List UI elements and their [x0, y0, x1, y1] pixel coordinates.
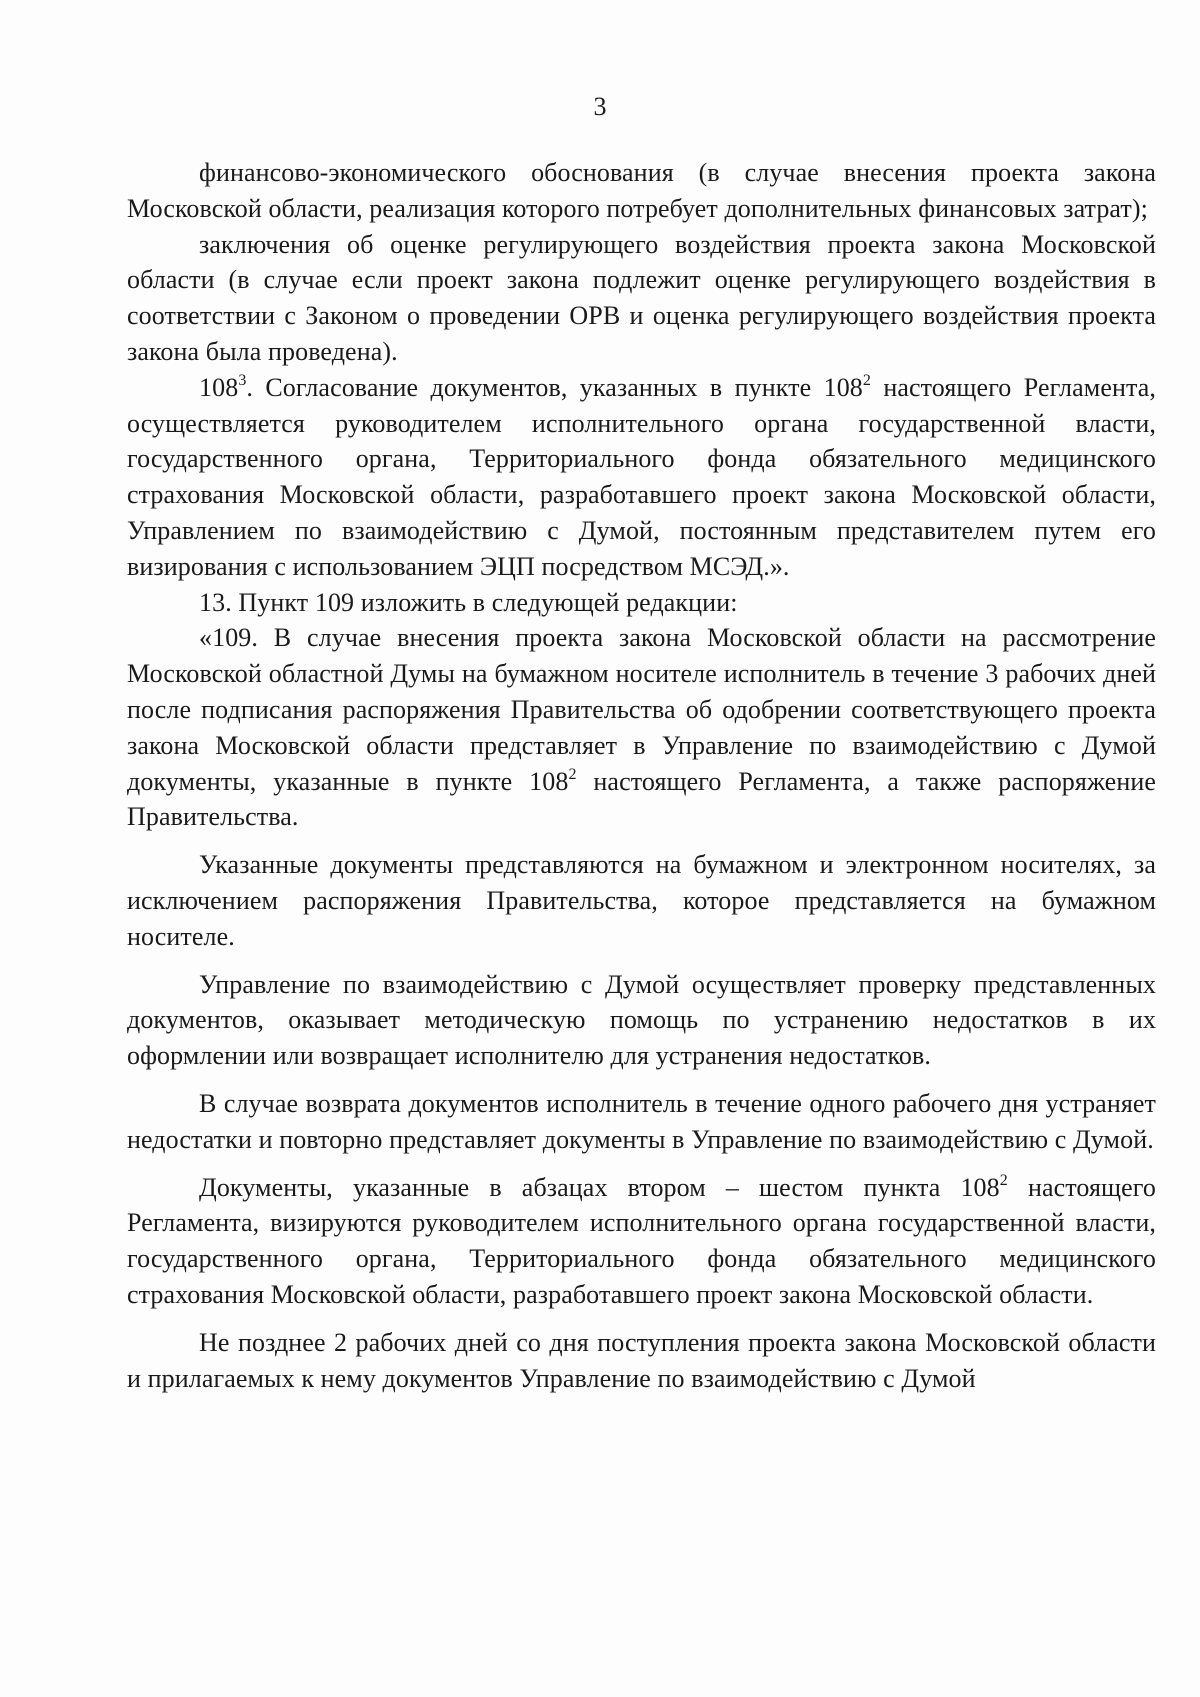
- superscript: 2: [999, 1171, 1008, 1189]
- document-body: [127, 155, 1156, 1396]
- paragraph-documents-media: Указанные документы представляются на бумажном и электронном носителях, за исключением распоряжения Правительства, которое представляется на бумажном носителе.: [127, 850, 1156, 951]
- paragraph-109: [127, 620, 1156, 835]
- superscript: 2: [862, 371, 872, 389]
- paragraph-regulatory-impact: заключения об оценке регулирующего воздействия проекта закона Московской области (в случае если проект закона подлежит оценке регулирующего воздействия в соответствии с Законом о проведении ОРВ и оценка регулирующего воздействия проекта закона была проведена).: [127, 229, 1156, 366]
- paragraph-endorsement: [127, 1170, 1156, 1313]
- page-number: 3: [593, 92, 607, 121]
- paragraph-item-13: 13. Пункт 109 изложить в следующей редакции:: [199, 587, 738, 617]
- clause-number: 108: [199, 372, 239, 402]
- paragraph-text: «109. В случае внесения проекта закона Московской области на рассмотрение Московской областной Думы на бумажном носителе исполнитель в течение 3 рабочих дней после подписания распоряжения Правительства об одобрении соответствующего проекта закона Московской области представляет в Управление по взаимодействию с Думой документы, указанные в пункте 108: [127, 623, 1156, 796]
- paragraph-financial-justification: финансово-экономического обоснования (в случае внесения проекта закона Московской области, реализация которого потребует дополнительных финансовых затрат);: [127, 158, 1156, 223]
- paragraph-return: В случае возврата документов исполнитель в течение одного рабочего дня устраняет недостатки и повторно представляет документы в Управление по взаимодействию с Думой.: [127, 1088, 1156, 1154]
- superscript: 3: [238, 371, 247, 389]
- superscript: 2: [568, 765, 577, 783]
- paragraph-verification: Управление по взаимодействию с Думой осуществляет проверку представленных документов, оказывает методическую помощь по устранению недостатков в их оформлении или возвращает исполнителю для устранения недостатков.: [127, 969, 1156, 1071]
- paragraph-text: Документы, указанные в абзацах втором – шестом пункта 108: [199, 1172, 1000, 1202]
- paragraph-text: настоящего Регламента, а также распоряжение Правительства.: [127, 766, 1156, 832]
- paragraph-text: настоящего Регламента, осуществляется руководителем исполнительного органа государственной власти, государственного органа, Территориального фонда обязательного медицинского страхования Московской области, разработавшего проект закона Московской области, Управлением по взаимодействию с Думой, постоянным представителем путем его визирования с использованием ЭЦП посредством МСЭД.».: [127, 372, 1156, 581]
- paragraph-108-3: [127, 370, 1156, 585]
- paragraph-deadline: Не позднее 2 рабочих дней со дня поступления проекта закона Московской области и прилагаемых к нему документов Управление по взаимодействию с Думой: [127, 1327, 1156, 1393]
- paragraph-text: . Согласование документов, указанных в пункте 108: [246, 372, 863, 402]
- paragraph-text: настоящего Регламента, визируются руководителем исполнительного органа государственной власти, государственного органа, Территориального фонда обязательного медицинского страхования Московской области, разработавшего проект закона Московской области.: [127, 1172, 1157, 1309]
